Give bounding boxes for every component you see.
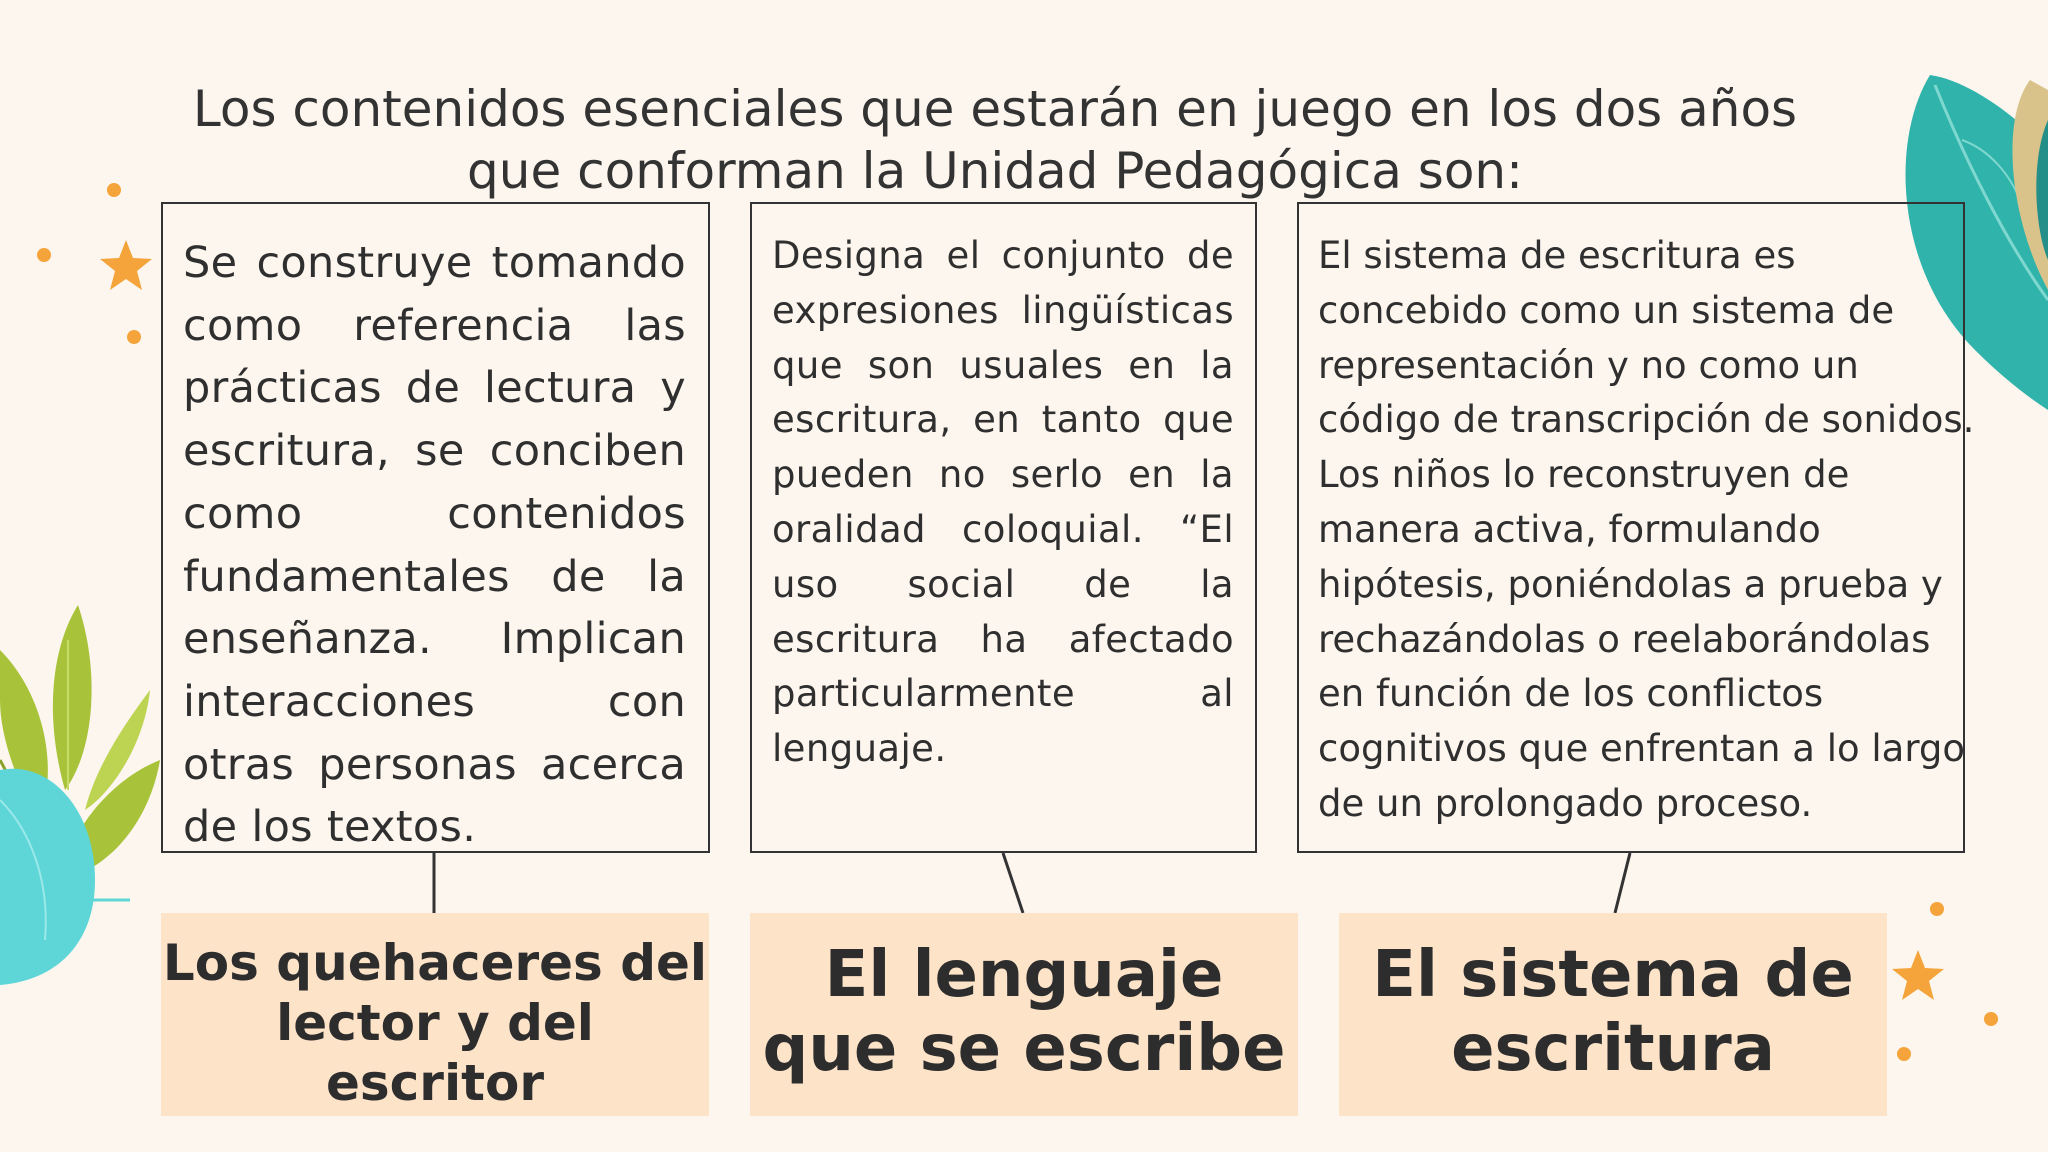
description-text-3: El sistema de escritura es concebido como un sistema de representación y no como un código de transcripción de sonidos. Los niños lo reconstruyen de manera activa, formulando hipótesis, poniéndolas a prueba y rechazándolas o reelaborándolas en función de los conflictos cognitivos que enfrentan a lo largo de un prolongado proceso. [1318,234,1975,825]
category-box-1 [161,913,709,1116]
page-title: Los contenidos esenciales que estarán en juego en los dos años que conforman la Unidad Pedagógica son: [192,80,1798,200]
description-text-1: Se construye tomando como referencia las prácticas de lectura y escritura, se conciben como contenidos fundamentales de la enseñanza. Implican interacciones con otras personas acerca de los textos. [183,238,686,853]
cyan-leaf-decoration [0,769,95,985]
category-label-3: El sistema de escritura [1372,937,1854,1086]
connector-line-2 [1003,853,1023,913]
category-label-2: El lenguaje que se escribe [762,937,1286,1086]
connector-line-3 [1615,853,1630,913]
category-box-3 [1339,913,1887,1116]
category-label-1: Los quehaceres del lector y del escritor [162,933,708,1112]
description-text-2: Designa el conjunto de expresiones lingüísticas que son usuales en la escritura, en tanto que pueden no serlo en la oralidad coloquial. “El uso social de la escritura ha afectado particularmente al lenguaje. [772,234,1234,771]
category-box-2 [750,913,1298,1116]
